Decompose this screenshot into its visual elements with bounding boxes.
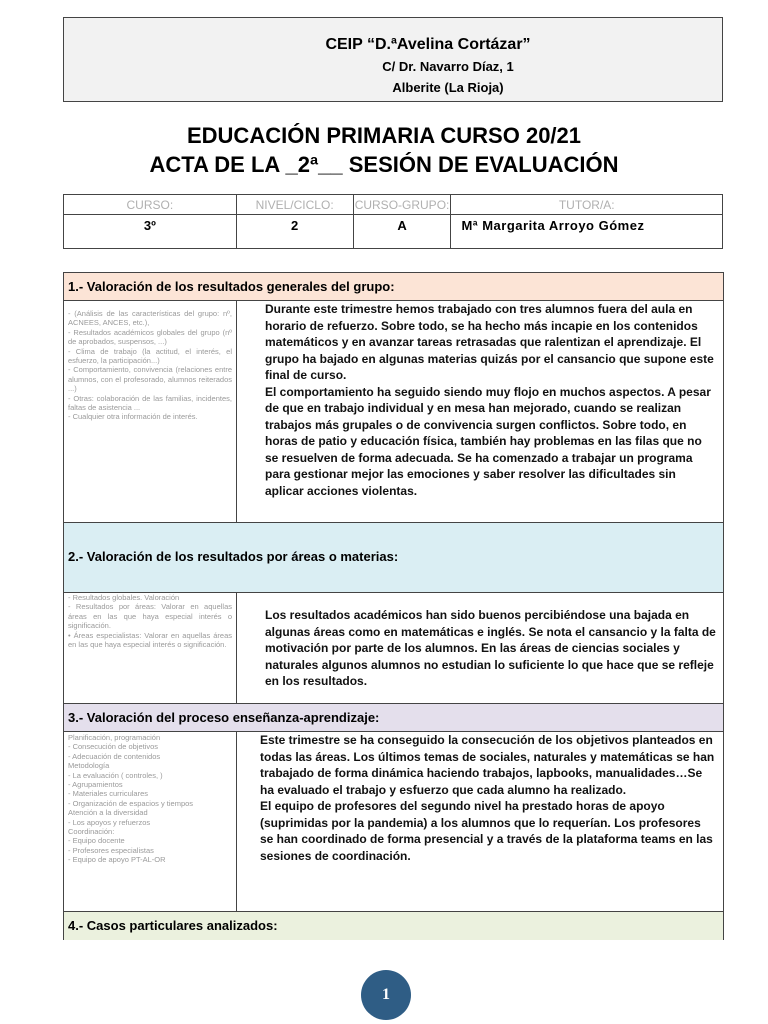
header-tutor: TUTOR/A:: [451, 195, 723, 215]
section-1-text: Durante este trimestre hemos trabajado con tres alumnos fuera del aula en horario de refuerzo. Sobre todo, se ha hecho más incapie en los contenidos matemáticos y en avanzar tareas retrasadas que ralentizan el aprendizaje. El grupo ha bajado en algunas materias quizás por el cansancio que supone este final de curso. El comportamiento ha seguido siendo muy flojo en muchos aspectos. A pesar de que en trabajo individual y en mesa han mejorado, cuando se realizan trabajos más grupales o de convivencia surgen conflictos. Sobre todo, en horas de patio y educación física, también hay problemas en las filas que no se resuelven de forma adecuada. Se ha comenzado a trabajar un programa para gestionar mejor las emociones y saber resolver las dificultades sin aplicar acciones violentas.: [265, 302, 714, 498]
info-header-row: [64, 195, 723, 215]
school-address: C/ Dr. Navarro Díaz, 1: [382, 59, 514, 74]
section-1-row: [64, 301, 723, 523]
section-2-hint: - Resultados globales. Valoración - Resultados por áreas: Valorar en aquellas áreas en las que haya especial interés o significación. • Áreas especialistas: Valorar en aquellas áreas en las que haya especial interés o significación.: [64, 593, 237, 703]
document-title: EDUCACIÓN PRIMARIA CURSO 20/21: [186, 123, 582, 148]
section-2-text: Los resultados académicos han sido buenos percibiéndose una bajada en algunas áreas como en matemáticas e inglés. Se nota el cansancio y la falta de motivación por parte de los alumnos. En las áreas de ciencias sociales y naturales algunos alumnos no estudian lo suficiente lo que hace que se refleje en los resultados.: [265, 608, 716, 688]
header-nivel: NIVEL/CICLO:: [236, 195, 353, 215]
school-header: [63, 17, 723, 102]
value-curso: 3º: [64, 215, 237, 249]
section-3-text: Este trimestre se ha conseguido la consecución de los objetivos planteados en todas las áreas. Los últimos temas de sociales, naturales y matemáticas se han trabajado de forma dinámica haciendo trabajos, lapbooks, manualidades…Se ha evaluado el trabajo y esfuerzo que cada alumno ha realizado. El equipo de profesores del segundo nivel ha prestado horas de apoyo (suprimidas por la pandemia) a los alumnos que lo requerían. Los profesores se han coordinado de forma presencial y a través de la plataforma teams en las sesiones de coordinación.: [260, 733, 715, 863]
section-4-heading-text: 4.- Casos particulares analizados:: [68, 918, 278, 933]
header-grupo: CURSO-GRUPO:: [353, 195, 451, 215]
value-tutor: Mª Margarita Arroyo Gómez: [451, 215, 723, 249]
section-1-heading-text: 1.- Valoración de los resultados generales del grupo:: [68, 279, 395, 294]
section-3-row: [64, 732, 723, 912]
section-3-heading-text: 3.- Valoración del proceso enseñanza-aprendizaje:: [68, 710, 380, 725]
course-info-table: [63, 194, 723, 249]
school-town: Alberite (La Rioja): [392, 80, 504, 95]
section-3-heading: [64, 704, 723, 732]
section-2-heading-text: 2.- Valoración de los resultados por áreas o materias:: [68, 549, 399, 564]
page-number-badge: 1: [361, 970, 411, 1020]
value-grupo: A: [353, 215, 451, 249]
section-2-heading: [64, 523, 723, 593]
section-1-hint: - (Análisis de las características del grupo: nº, ACNEES, ANCES, etc.), - Resultados académicos globales del grupo (nº de aprobados, suspensos, ...) - Clima de trabajo (la actitud, el interés, el esfuerzo, la participación...) - Comportamiento, convivencia (relaciones entre alumnos, con el profesorado, alumnos reiterados ...) - Otras: colaboración de las familias, incidentes, faltas de asistencia ... - Cualquier otra información de interés.: [64, 301, 237, 522]
evaluation-table: [63, 272, 724, 940]
value-nivel: 2: [236, 215, 353, 249]
header-curso: CURSO:: [64, 195, 237, 215]
section-2-row: [64, 593, 723, 704]
document-subtitle: ACTA DE LA _2ª__ SESIÓN DE EVALUACIÓN: [149, 152, 619, 177]
section-4-heading: [64, 912, 723, 940]
school-name: CEIP “D.ªAvelina Cortázar”: [325, 36, 531, 53]
section-3-hint: Planificación, programación - Consecución de objetivos - Adecuación de contenidos Metodología - La evaluación ( controles, ) - Agrupamientos - Materiales curriculares - Organización de espacios y tiempos Atención a la diversidad - Los apoyos y refuerzos Coordinación: - Equipo docente - Profesores especialistas - Equipo de apoyo PT-AL-OR: [64, 732, 237, 911]
info-value-row: [64, 215, 723, 249]
section-1-heading: [64, 273, 723, 301]
